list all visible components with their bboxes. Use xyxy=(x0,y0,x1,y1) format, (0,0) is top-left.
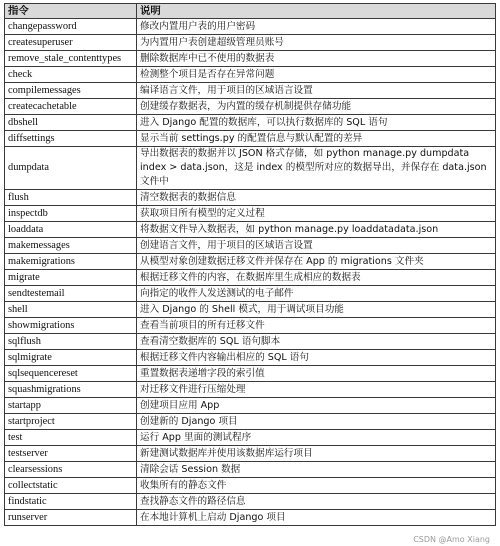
command-name: loaddata xyxy=(5,222,137,238)
command-name: showmigrations xyxy=(5,318,137,334)
command-name: shell xyxy=(5,302,137,318)
table-row xyxy=(5,478,496,494)
table-row xyxy=(5,414,496,430)
command-description: 向指定的收件人发送测试的电子邮件 xyxy=(137,286,496,302)
command-description: 查看清空数据库的 SQL 语句脚本 xyxy=(137,334,496,350)
command-description: 进入 Django 的 Shell 模式，用于调试项目功能 xyxy=(137,302,496,318)
table-row xyxy=(5,190,496,206)
command-name: sendtestemail xyxy=(5,286,137,302)
table-row xyxy=(5,51,496,67)
table-row xyxy=(5,99,496,115)
command-description: 编译语言文件，用于项目的区域语言设置 xyxy=(137,83,496,99)
command-name: createcachetable xyxy=(5,99,137,115)
table-row xyxy=(5,67,496,83)
table-row xyxy=(5,366,496,382)
table-body xyxy=(5,19,496,526)
table-row xyxy=(5,131,496,147)
command-name: test xyxy=(5,430,137,446)
command-name: squashmigrations xyxy=(5,382,137,398)
table-row xyxy=(5,286,496,302)
command-name: flush xyxy=(5,190,137,206)
table-row xyxy=(5,254,496,270)
command-name: makemigrations xyxy=(5,254,137,270)
table-row xyxy=(5,83,496,99)
command-name: createsuperuser xyxy=(5,35,137,51)
command-name: findstatic xyxy=(5,494,137,510)
table-header-row xyxy=(5,4,496,19)
command-description: 清除会话 Session 数据 xyxy=(137,462,496,478)
command-description: 在本地计算机上启动 Django 项目 xyxy=(137,510,496,526)
command-description: 清空数据表的数据信息 xyxy=(137,190,496,206)
command-name: inspectdb xyxy=(5,206,137,222)
table-row xyxy=(5,430,496,446)
command-description: 创建语言文件，用于项目的区域语言设置 xyxy=(137,238,496,254)
command-name: compilemessages xyxy=(5,83,137,99)
table-row xyxy=(5,238,496,254)
command-name: sqlsequencereset xyxy=(5,366,137,382)
command-name: changepassword xyxy=(5,19,137,35)
command-description: 导出数据表的数据并以 JSON 格式存储，如 python manage.py dumpdata index > data.json，这是 index 的模型所对应的数据导出，并保存在 data.json 文件中 xyxy=(137,147,496,190)
command-name: sqlmigrate xyxy=(5,350,137,366)
command-name: clearsessions xyxy=(5,462,137,478)
table-row xyxy=(5,115,496,131)
command-name: remove_stale_contenttypes xyxy=(5,51,137,67)
command-description: 修改内置用户表的用户密码 xyxy=(137,19,496,35)
command-description: 收集所有的静态文件 xyxy=(137,478,496,494)
command-description: 查找静态文件的路径信息 xyxy=(137,494,496,510)
command-description: 创建缓存数据表，为内置的缓存机制提供存储功能 xyxy=(137,99,496,115)
command-description: 根据迁移文件内容输出相应的 SQL 语句 xyxy=(137,350,496,366)
command-description: 进入 Django 配置的数据库，可以执行数据库的 SQL 语句 xyxy=(137,115,496,131)
table-row xyxy=(5,147,496,190)
table-row xyxy=(5,270,496,286)
table-row xyxy=(5,494,496,510)
table-row xyxy=(5,302,496,318)
command-description: 对迁移文件进行压缩处理 xyxy=(137,382,496,398)
header-command: 指令 xyxy=(5,4,137,19)
command-name: migrate xyxy=(5,270,137,286)
command-description: 重置数据表递增字段的索引值 xyxy=(137,366,496,382)
command-description: 获取项目所有模型的定义过程 xyxy=(137,206,496,222)
command-description: 为内置用户表创建超级管理员账号 xyxy=(137,35,496,51)
command-name: collectstatic xyxy=(5,478,137,494)
command-description: 创建新的 Django 项目 xyxy=(137,414,496,430)
command-name: testserver xyxy=(5,446,137,462)
command-name: runserver xyxy=(5,510,137,526)
command-description: 显示当前 settings.py 的配置信息与默认配置的差异 xyxy=(137,131,496,147)
command-description: 将数据文件导入数据表，如 python manage.py loaddatadata.json xyxy=(137,222,496,238)
table-row xyxy=(5,510,496,526)
header-description: 说明 xyxy=(137,4,496,19)
table-row xyxy=(5,206,496,222)
command-description: 新建测试数据库并使用该数据库运行项目 xyxy=(137,446,496,462)
command-name: startapp xyxy=(5,398,137,414)
command-description: 创建项目应用 App xyxy=(137,398,496,414)
command-name: dbshell xyxy=(5,115,137,131)
command-description: 查看当前项目的所有迁移文件 xyxy=(137,318,496,334)
command-name: dumpdata xyxy=(5,147,137,190)
table-row xyxy=(5,446,496,462)
command-description: 运行 App 里面的测试程序 xyxy=(137,430,496,446)
command-name: diffsettings xyxy=(5,131,137,147)
command-description: 检测整个项目是否存在异常问题 xyxy=(137,67,496,83)
table-row xyxy=(5,222,496,238)
table-row xyxy=(5,35,496,51)
command-table xyxy=(4,3,496,526)
table-row xyxy=(5,350,496,366)
command-description: 根据迁移文件的内容，在数据库里生成相应的数据表 xyxy=(137,270,496,286)
command-name: makemessages xyxy=(5,238,137,254)
command-name: startproject xyxy=(5,414,137,430)
command-name: sqlflush xyxy=(5,334,137,350)
table-row xyxy=(5,334,496,350)
table-row xyxy=(5,19,496,35)
watermark: CSDN @Amo Xiang xyxy=(413,535,490,544)
command-description: 从模型对象创建数据迁移文件并保存在 App 的 migrations 文件夹 xyxy=(137,254,496,270)
table-row xyxy=(5,398,496,414)
table-row xyxy=(5,382,496,398)
table-row xyxy=(5,462,496,478)
command-description: 删除数据库中已不使用的数据表 xyxy=(137,51,496,67)
command-name: check xyxy=(5,67,137,83)
table-row xyxy=(5,318,496,334)
